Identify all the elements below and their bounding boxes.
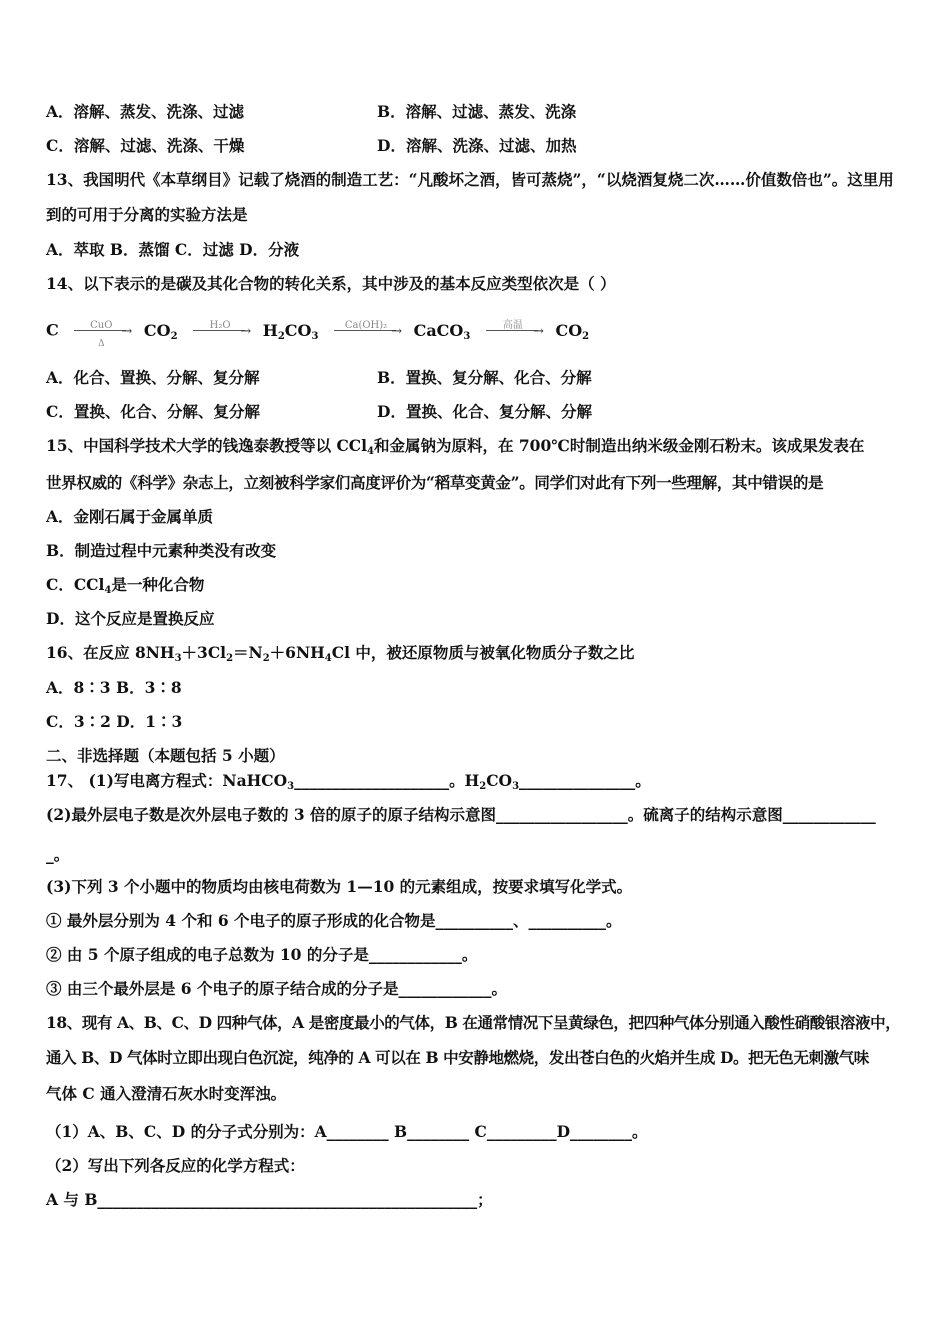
- q18-stem-line1: 18、现有 A、B、C、D 四种气体，A 是密度最小的气体，B 在通常情况下呈黄绿色，把四种气体分别通入酸性硝酸银溶液中，: [46, 1013, 901, 1032]
- q14-option-d: D．置换、化合、复分解、分解: [377, 402, 592, 421]
- q14-option-c: C．置换、化合、分解、复分解: [46, 402, 260, 421]
- q14-stem: 14、以下表示的是碳及其化合物的转化关系，其中涉及的基本反应类型依次是（ ）: [46, 274, 616, 293]
- q17-item2: ② 由 5 个原子组成的电子总数为 10 的分子是____________。: [46, 945, 478, 964]
- reaction-arrow-1: CuO → Δ: [70, 316, 132, 346]
- q14-option-b: B．置换、复分解、化合、分解: [377, 368, 592, 387]
- q14-reaction-chain: [46, 316, 590, 349]
- chem-h2co3: $H_2CO_3$: [262, 320, 319, 342]
- q13-options: A．萃取 B．蒸馏 C．过滤 D．分液: [46, 240, 300, 259]
- q12-option-a: A．溶解、蒸发、洗涤、过滤: [46, 102, 245, 121]
- arrow-condition: CuO: [90, 320, 113, 331]
- q14-option-a: A．化合、置换、分解、复分解: [46, 368, 260, 387]
- reaction-arrow-3: Ca(OH)₂ →: [330, 316, 402, 346]
- reaction-arrow-4: 高温 →: [482, 316, 544, 346]
- q18-part2: （2）写出下列各反应的化学方程式：: [46, 1156, 305, 1175]
- q15-option-d: D．这个反应是置换反应: [46, 609, 215, 628]
- q16-options-ab: A．8∶3 B．3∶8: [46, 678, 182, 697]
- q15-stem-line1: 15、中国科学技术大学的钱逸泰教授等以 CCl$_4$和金属钠为原料，在 700℃时制造出纳米级金刚石粉末。该成果发表在: [46, 436, 865, 457]
- q12-option-c: C．溶解、过滤、洗涤、干燥: [46, 136, 245, 155]
- q17-part2: (2)最外层电子数是次外层电子数的 3 倍的原子的原子结构示意图_________________。硫离子的结构示意图____________: [46, 805, 876, 824]
- q15-stem-line2: 世界权威的《科学》杂志上，立刻被科学家们高度评价为“稻草变黄金”。同学们对此有下列一些理解，其中错误的是: [46, 473, 824, 492]
- q18-part3: A 与 B_________________________________________________；: [46, 1190, 493, 1209]
- arrow-condition: Δ: [98, 339, 105, 349]
- q17-part2-end: _。: [46, 845, 70, 864]
- q13-stem-line2: 到的可用于分离的实验方法是: [46, 205, 248, 224]
- q15-option-b: B．制造过程中元素种类没有改变: [46, 541, 277, 560]
- arrow-condition: H₂O: [209, 320, 231, 331]
- q16-options-cd: C．3∶2 D．1∶3: [46, 712, 183, 731]
- q15-option-a: A．金刚石属于金属单质: [46, 507, 214, 526]
- reaction-arrow-2: H₂O →: [189, 316, 251, 346]
- chem-co2: $CO_2$: [143, 320, 178, 342]
- q18-part1: （1）A、B、C、D 的分子式分别为：A________ B________ C_________D________。: [46, 1122, 648, 1141]
- chem-caco3: CaCO$_3$: [413, 320, 471, 342]
- arrow-condition: 高温: [502, 320, 523, 331]
- q16-stem: 16、在反应 $8NH_3+3Cl_2=N_2+6NH_4Cl$ 中，被还原物质与被氧化物质分子数之比: [46, 643, 635, 664]
- q18-stem-line2: 通入 B、D 气体时立即出现白色沉淀，纯净的 A 可以在 B 中安静地燃烧，发出苍白色的火焰并生成 D。把无色无刺激气味: [46, 1048, 869, 1067]
- chem-co2-final: $CO_2$: [555, 320, 590, 342]
- q12-option-b: B．溶解、过滤、蒸发、洗涤: [377, 102, 577, 121]
- q17-part1: 17、 (1)写电离方程式：NaHCO$_3$____________________。$H_2CO_3\_\_\_\_\_\_\_\_\_\_\_\_\_\_\_$。: [46, 771, 651, 792]
- q17-item1: ① 最外层分别为 4 个和 6 个电子的原子形成的化合物是__________、__________。: [46, 911, 622, 930]
- q17-item3: ③ 由三个最外层是 6 个电子的原子结合成的分子是____________。: [46, 979, 507, 998]
- q17-part3: (3)下列 3 个小题中的物质均由核电荷数为 1—10 的元素组成，按要求填写化学式。: [46, 877, 633, 896]
- q12-option-d: D．溶解、洗涤、过滤、加热: [377, 136, 577, 155]
- arrow-condition: Ca(OH)₂: [344, 320, 388, 331]
- q18-stem-line3: 气体 C 通入澄清石灰水时变浑浊。: [46, 1084, 287, 1103]
- q15-option-c: C．CCl$_4$是一种化合物: [46, 575, 205, 596]
- chem-c: C: [46, 320, 59, 340]
- section-heading: 二、非选择题（本题包括 5 小题）: [46, 746, 285, 765]
- q13-stem-line1: 13、我国明代《本草纲目》记载了烧酒的制造工艺：“凡酸坏之酒，皆可蒸烧”，“以烧酒复烧二次……价值数倍也”。这里用: [46, 170, 894, 189]
